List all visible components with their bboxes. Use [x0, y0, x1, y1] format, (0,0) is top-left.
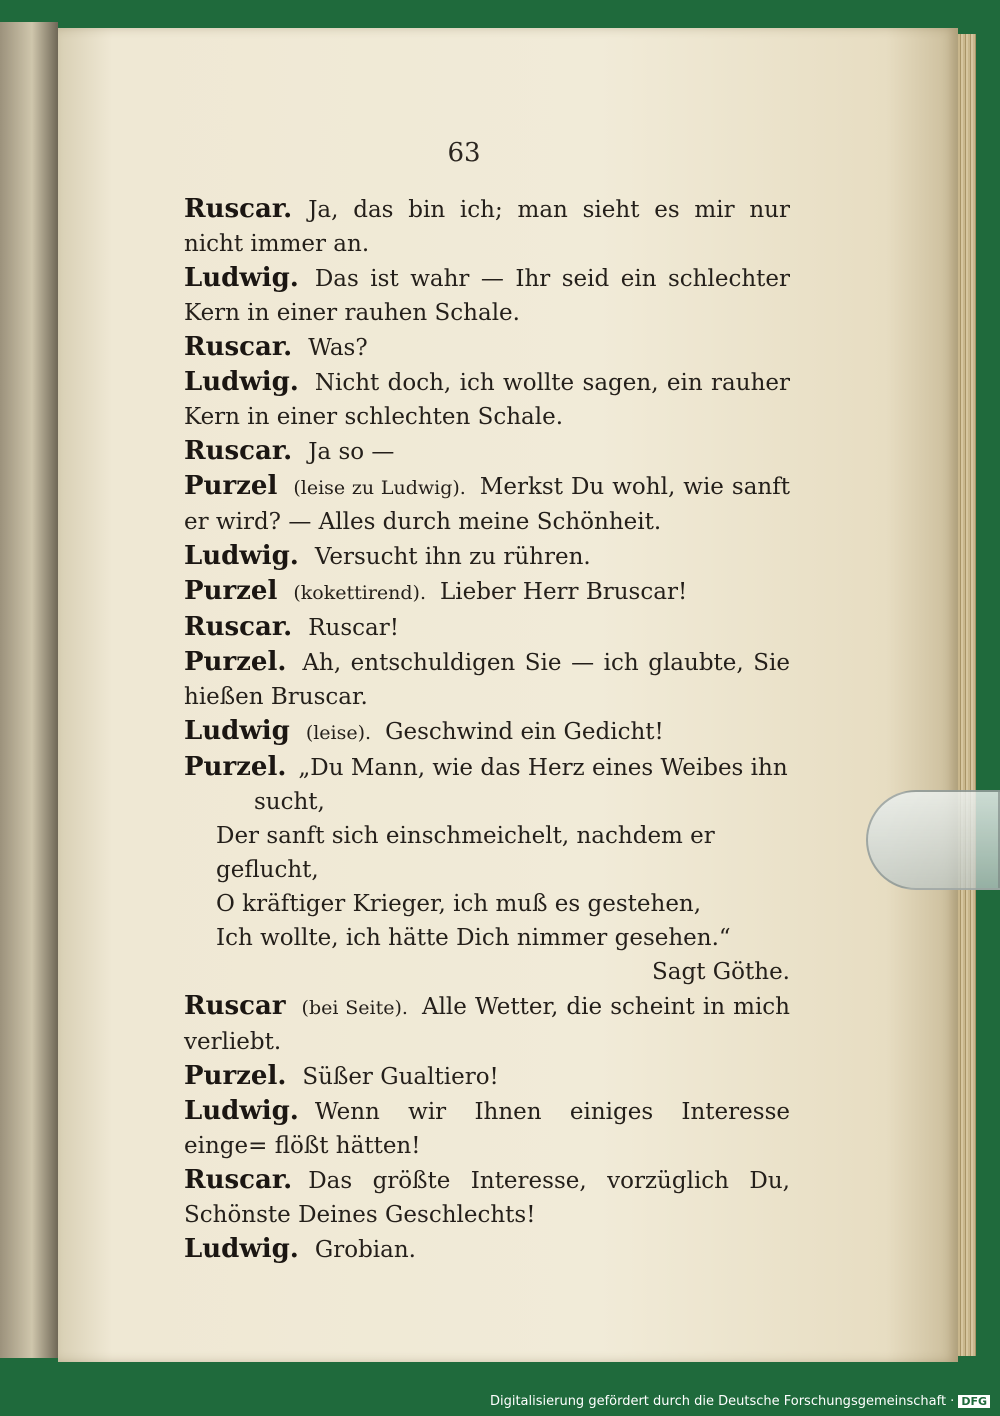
dialogue-entry: [184, 469, 790, 539]
line-text: Süßer Gualtiero!: [302, 1064, 499, 1090]
dialogue-entry: [184, 610, 790, 645]
speaker-name: Purzel.: [184, 647, 287, 677]
funding-footer: [0, 1394, 990, 1409]
dialogue-entry: [184, 434, 790, 469]
stage-direction: (leise).: [305, 722, 372, 744]
speaker-name: Ludwig.: [184, 1096, 299, 1126]
line-text: Das ist wahr — Ihr seid ein schlechter Kern in einer rauhen Schale.: [184, 266, 790, 326]
line-text: Das größte Interesse, vorzüglich Du, Schönste Deines Geschlechts!: [184, 1168, 790, 1228]
dialogue-entry: [184, 539, 790, 574]
verse-continuation: sucht,: [254, 789, 325, 815]
dialogue-entry: [184, 574, 790, 610]
speaker-name: Ruscar.: [184, 436, 293, 466]
line-text: Alle Wetter, die scheint in mich verliebt.: [184, 994, 790, 1055]
verse-line: „Du Mann, wie das Herz eines Weibes ihn: [298, 755, 788, 781]
speaker-name: Ludwig.: [184, 541, 299, 571]
speaker-name: Purzel.: [184, 752, 287, 782]
stage-direction: (bei Seite).: [301, 997, 408, 1019]
dialogue-entry: [184, 1059, 790, 1094]
line-text: Wenn wir Ihnen einiges Interesse einge= flößt hätten!: [184, 1099, 790, 1159]
verse-attribution: Sagt Göthe.: [652, 959, 790, 985]
line-text: Ruscar!: [308, 615, 399, 641]
verse-line: Der sanft sich einschmeichelt, nachdem er geflucht,: [216, 823, 715, 883]
dfg-logo: DFG: [958, 1395, 990, 1408]
dialogue-entry: [184, 261, 790, 330]
line-text: Was?: [308, 335, 368, 361]
footer-text: Digitalisierung gefördert durch die Deutsche Forschungsgemeinschaft ·: [489, 1394, 955, 1409]
dialogue-entry: [184, 365, 790, 434]
page-stack-edge: [958, 34, 976, 1356]
dialogue-entry: [184, 1094, 790, 1163]
speaker-name: Purzel: [184, 471, 278, 501]
speaker-name: Ludwig: [184, 716, 290, 746]
dialogue-entry: [184, 330, 790, 365]
speaker-name: Purzel: [184, 576, 278, 606]
speaker-name: Ludwig.: [184, 1234, 299, 1264]
line-text: Ja so —: [308, 439, 395, 465]
line-text: Versucht ihn zu rühren.: [314, 544, 591, 570]
dialogue-entry: [184, 989, 790, 1059]
speaker-name: Ludwig.: [184, 367, 299, 397]
dialogue-entry: [184, 714, 790, 750]
speaker-name: Ruscar.: [184, 1165, 293, 1195]
line-text: Grobian.: [314, 1237, 416, 1263]
dialogue-text: [126, 192, 790, 1267]
speaker-name: Purzel.: [184, 1061, 287, 1091]
line-text: Geschwind ein Gedicht!: [385, 719, 664, 745]
scanner-clip: [866, 790, 1000, 890]
verse-line: Ich wollte, ich hätte Dich nimmer gesehen.“: [216, 925, 731, 951]
speaker-name: Ruscar.: [184, 612, 293, 642]
dialogue-entry: [184, 1163, 790, 1232]
page-number: 63: [447, 138, 481, 168]
dialogue-entry: [184, 645, 790, 714]
dialogue-entry: [184, 192, 790, 261]
speaker-name: Ludwig.: [184, 263, 299, 293]
speaker-name: Ruscar.: [184, 194, 293, 224]
line-text: Nicht doch, ich wollte sagen, ein rauher Kern in einer schlechten Schale.: [184, 370, 790, 430]
verse-line: O kräftiger Krieger, ich muß es gestehen,: [216, 891, 702, 917]
facing-page-edge: [0, 22, 58, 1358]
line-text: Lieber Herr Bruscar!: [440, 579, 688, 605]
line-text: Merkst Du wohl, wie sanft er wird? — Alles durch meine Schönheit.: [184, 474, 791, 535]
stage-direction: (leise zu Ludwig).: [293, 477, 466, 499]
line-text: Ah, entschuldigen Sie — ich glaubte, Sie hießen Bruscar.: [184, 650, 790, 710]
dialogue-entry: [184, 1232, 790, 1267]
line-text: Ja, das bin ich; man sieht es mir nur nicht immer an.: [184, 197, 790, 257]
stage-direction: (kokettirend).: [293, 582, 426, 604]
speaker-name: Ruscar.: [184, 332, 293, 362]
verse-opening: [184, 750, 790, 785]
speaker-name: Ruscar: [184, 991, 286, 1021]
